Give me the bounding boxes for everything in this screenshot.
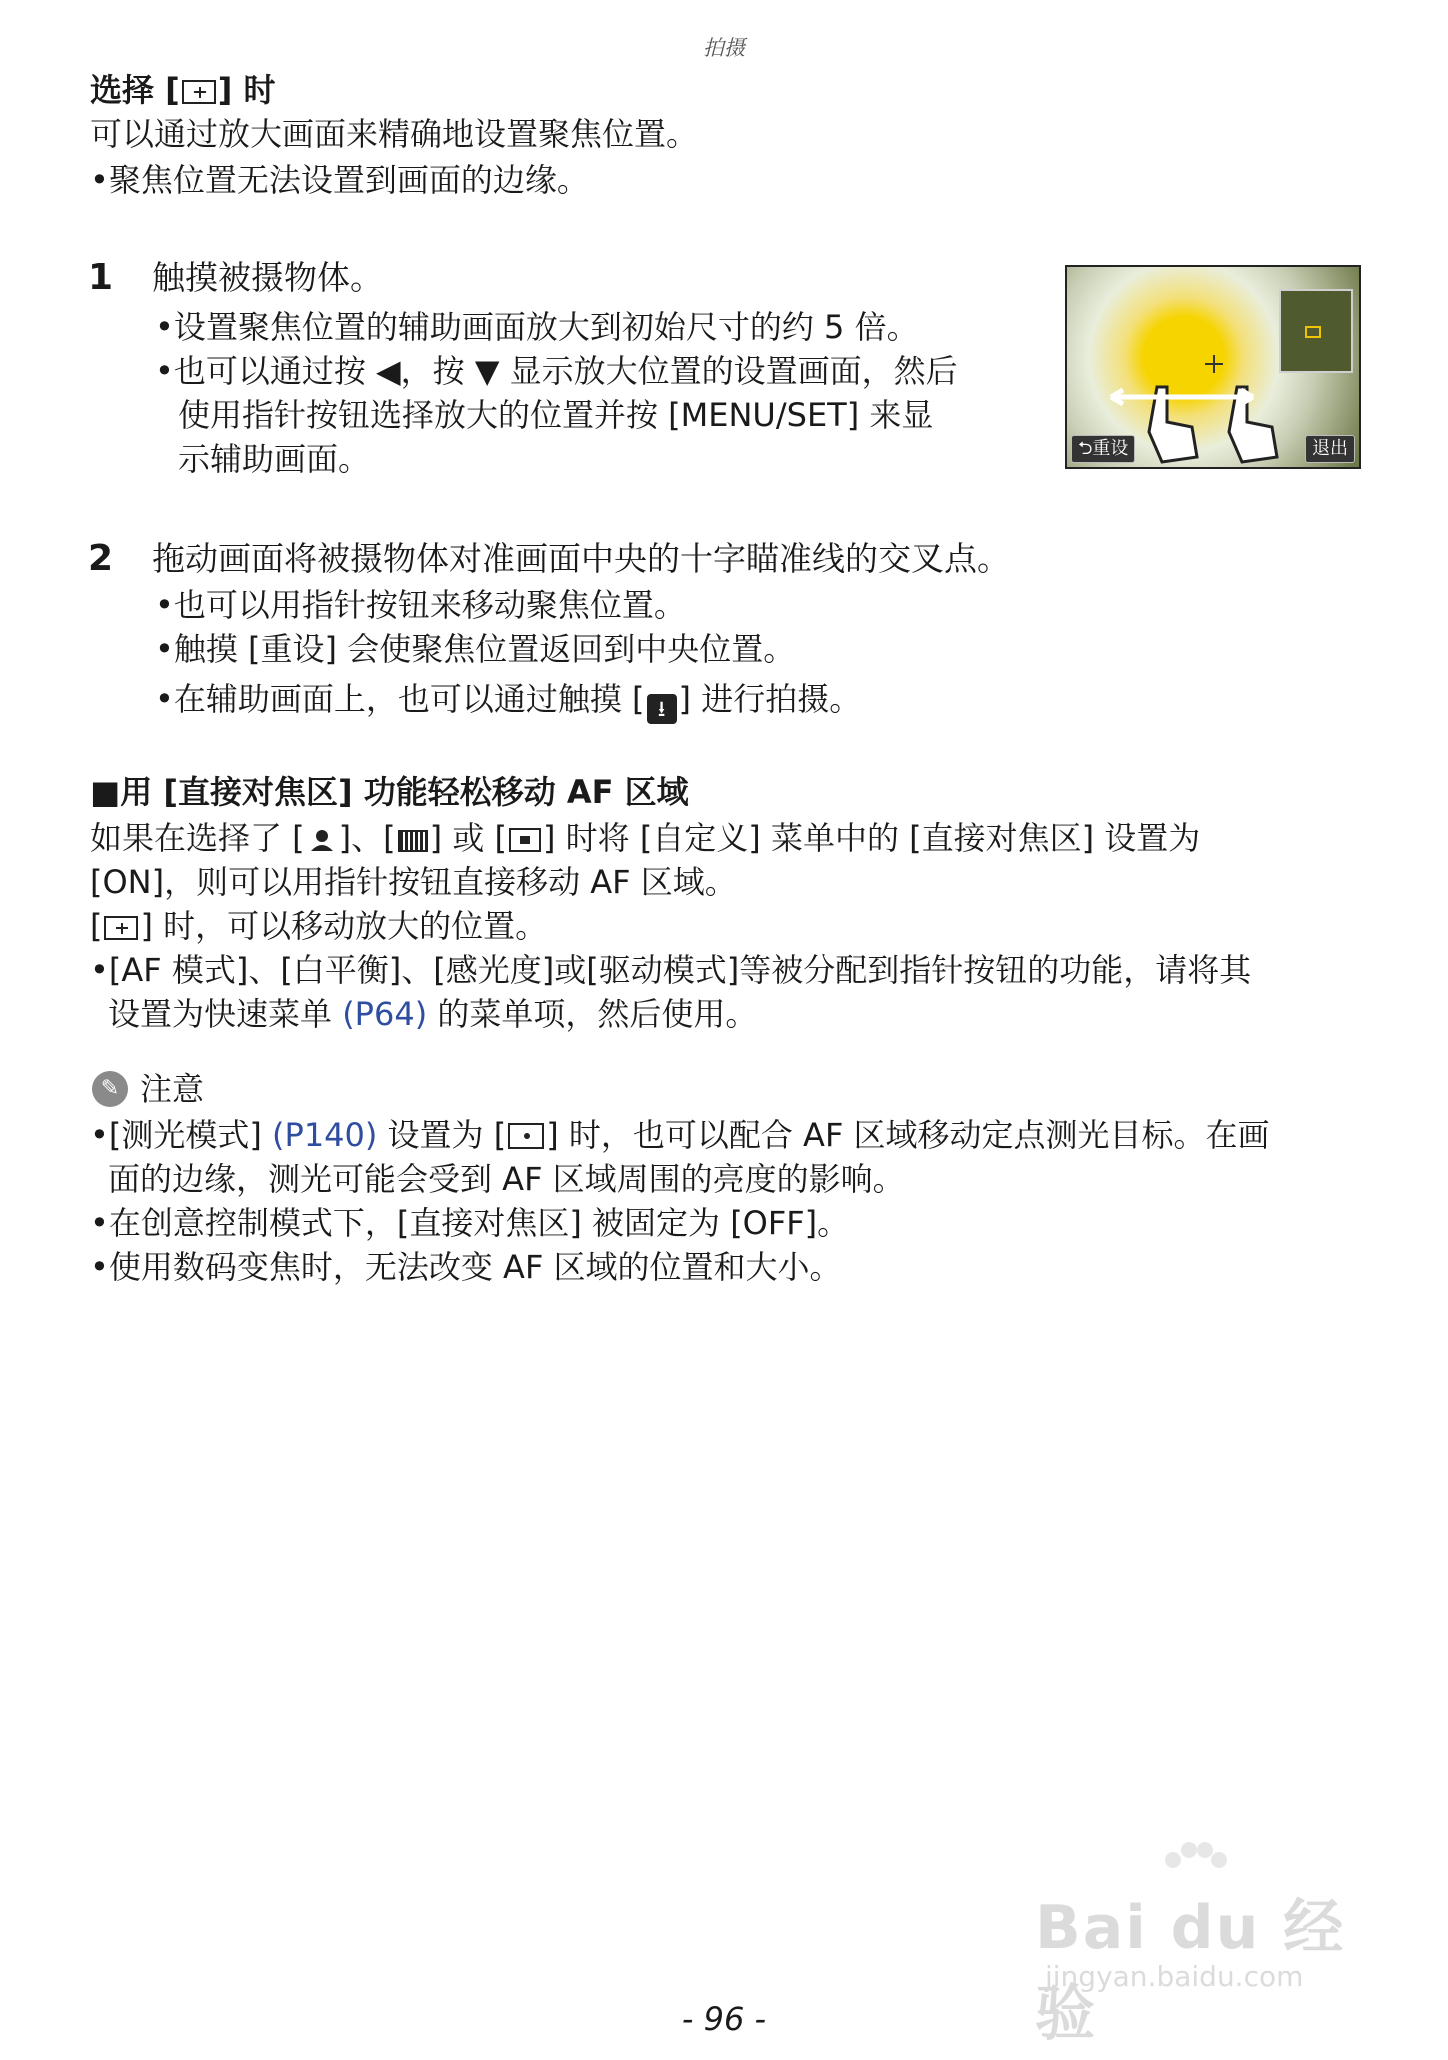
multi-area-icon: [398, 830, 428, 852]
df-bullet1-cont-b: 的菜单项，然后使用。: [427, 995, 758, 1033]
direct-focus-bullet1-cont: [108, 992, 757, 1036]
reset-button[interactable]: ⮌重设: [1071, 435, 1135, 463]
zoom-frame-icon: [182, 80, 216, 104]
position-inset: [1279, 289, 1353, 373]
step2-title: 拖动画面将被摄物体对准画面中央的十字瞄准线的交叉点。: [152, 539, 1010, 578]
intro-title-suffix: ] 时: [217, 71, 276, 109]
step1-title: 触摸被摄物体。: [152, 258, 383, 297]
direct-focus-heading: ■用 [直接对焦区] 功能轻松移动 AF 区域: [90, 773, 689, 811]
spot-metering-icon: [508, 1123, 544, 1149]
note-b1-c: ] 时，也可以配合 AF 区域移动定点测光目标。在画: [546, 1116, 1270, 1154]
face-detection-icon: [307, 820, 337, 846]
df-line1-c: ] 或 [: [429, 819, 507, 857]
step2-bullet3: [155, 677, 861, 724]
note-b1-b: 设置为 [: [377, 1116, 507, 1154]
af-marker-icon: [1305, 326, 1321, 338]
step2-bullet3-prefix: •在辅助画面上，也可以通过触摸 [: [155, 680, 645, 718]
camera-screen-illustration: [1065, 265, 1361, 469]
step2-bullet3-suffix: ] 进行拍摄。: [678, 680, 862, 718]
intro-line: 可以通过放大画面来精确地设置聚焦位置。: [90, 115, 699, 153]
section-header: 拍摄: [703, 36, 745, 60]
df-line3-prefix: [: [90, 907, 103, 945]
note-bullet3: •使用数码变焦时，无法改变 AF 区域的位置和大小。: [90, 1248, 842, 1286]
step2-number: 2: [88, 538, 114, 579]
zoom-frame-icon: [104, 916, 138, 940]
watermark-brand: Bai du 经验: [1035, 1893, 1346, 2049]
df-line1-b: ]、[: [338, 819, 396, 857]
direct-focus-line2: [ON]，则可以用指针按钮直接移动 AF 区域。: [90, 863, 737, 901]
direct-focus-line1: [90, 816, 1200, 860]
exit-button[interactable]: 退出: [1305, 435, 1355, 463]
drag-arrow-icon: [1107, 387, 1257, 407]
step2-bullet2: •触摸 [重设] 会使聚焦位置返回到中央位置。: [155, 630, 796, 668]
page-link-p64[interactable]: (P64): [342, 995, 428, 1033]
direct-focus-bullet1: •[AF 模式]、[白平衡]、[感光度]或[驱动模式]等被分配到指针按钮的功能，请将其: [90, 951, 1252, 989]
single-area-icon: [509, 828, 541, 852]
step1-number: 1: [88, 257, 114, 298]
note-bullet1-cont: 面的边缘，测光可能会受到 AF 区域周围的亮度的影响。: [108, 1160, 905, 1198]
intro-bullet: •聚焦位置无法设置到画面的边缘。: [90, 161, 589, 199]
step1-bullet2-cont2: 示辅助画面。: [178, 440, 371, 478]
crosshair-vertical: [1213, 355, 1215, 373]
page-link-p140[interactable]: (P140): [272, 1116, 378, 1154]
intro-title-prefix: 选择 [: [90, 71, 180, 109]
df-line3-suffix: ] 时，可以移动放大的位置。: [140, 907, 548, 945]
direct-focus-line3: [90, 904, 547, 948]
page-number: - 96 -: [681, 2000, 767, 2038]
step1-bullet1: •设置聚焦位置的辅助画面放大到初始尺寸的约 5 倍。: [155, 308, 919, 346]
note-title: 注意: [140, 1070, 205, 1108]
note-bullet2: •在创意控制模式下，[直接对焦区] 被固定为 [OFF]。: [90, 1204, 850, 1242]
step2-bullet1: •也可以用指针按钮来移动聚焦位置。: [155, 586, 686, 624]
df-line1-a: 如果在选择了 [: [90, 819, 305, 857]
reset-label: 重设: [1092, 438, 1129, 459]
step1-bullet2: •也可以通过按 ◀，按 ▼ 显示放大位置的设置画面，然后: [155, 352, 958, 390]
note-bullet1: [90, 1113, 1270, 1157]
note-b1-a: •[测光模式]: [90, 1116, 273, 1154]
pencil-note-icon: ✎: [92, 1071, 128, 1107]
watermark-url: jingyan.baidu.com: [1045, 1960, 1304, 1993]
baidu-watermark: [1035, 1840, 1365, 2049]
df-bullet1-cont-a: 设置为快速菜单: [108, 995, 343, 1033]
step1-bullet2-cont1: 使用指针按钮选择放大的位置并按 [MENU/SET] 来显: [178, 396, 934, 434]
intro-title: [90, 68, 276, 112]
df-line1-d: ] 时将 [自定义] 菜单中的 [直接对焦区] 设置为: [542, 819, 1201, 857]
shutter-download-icon: ⭳: [647, 694, 677, 724]
